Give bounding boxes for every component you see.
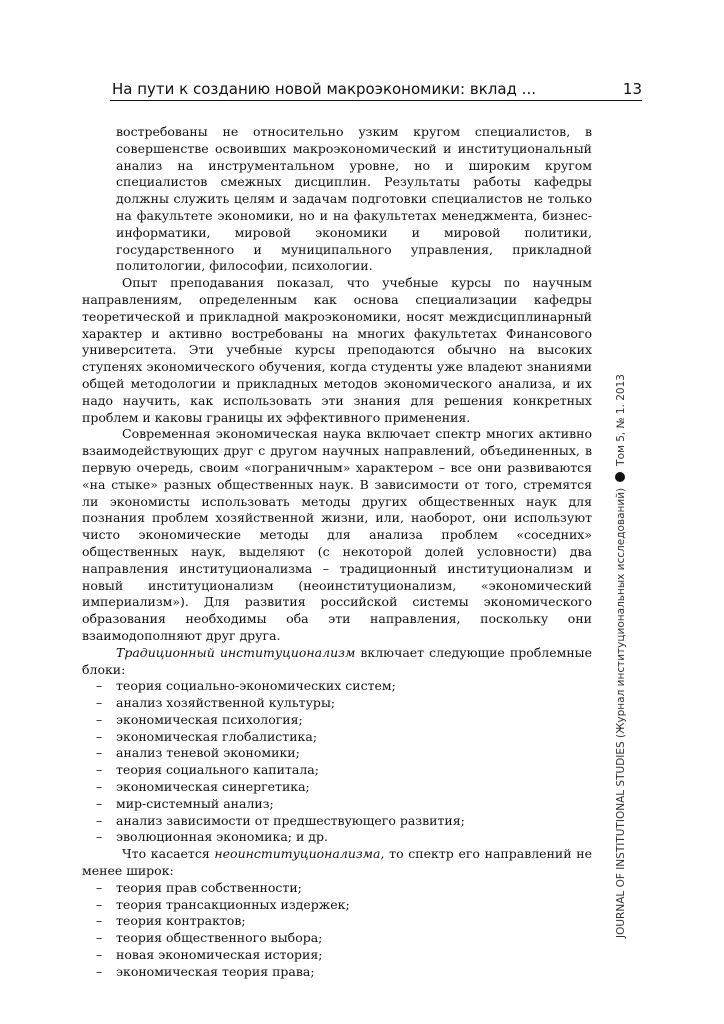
- neo-rest: , то спектр его направлений не менее широк:: [82, 846, 592, 879]
- dash-marker: –: [96, 795, 103, 811]
- dash-marker: –: [96, 913, 103, 929]
- neo-topics-list: [82, 880, 592, 981]
- article-body: [82, 124, 592, 981]
- paragraph-modern-economics: Современная экономическая наука включает спектр многих активно взаимодействующих друг с другом научных направлений, объединенных, в первую очередь, своим «пограничным» характером – все они развиваются «на стыке» разных общественных наук. В зависимости от того, стремятся ли экономисты использовать методы других общественных наук для познания проблем хозяйственной жизни, или, наоборот, они используют чисто экономические методы для анализа проблем «соседних» общественных наук, выделяют (с некоторой долей условности) два направления институционализма – традиционный институционализм и новый институционализм (неоинституционализм, «экономический империализм»). Для развития российской системы экономического образования необходимы оба эти направления, поскольку они взаимодополняют друг друга.: [82, 426, 592, 643]
- volume-info: Том 5, № 1. 2013: [615, 374, 627, 466]
- list-item: – экономическая глобалистика;: [96, 728, 318, 744]
- dash-marker: –: [96, 711, 103, 727]
- paragraph-neo-intro: [82, 846, 592, 880]
- list-item: – теория общественного выбора;: [96, 930, 323, 946]
- neo-prefix: Что касается: [122, 846, 215, 862]
- dash-marker: –: [96, 963, 103, 979]
- dash-marker: –: [96, 930, 103, 946]
- paragraph-continued: востребованы не относительно узким кругом специалистов, в совершенстве освоивших макроэкономический и институциональный анализ на инструментальном уровне, но и широким кругом специалистов смежных дисциплин. Результаты работы кафедры должны служить целям и задачам подготовки специалистов не только на факультете экономики, но и на факультетах менеджмента, бизнес-информатики, мировой экономики и мировой политики, государственного и муниципального управления, прикладной политологии, философии, психологии.: [116, 124, 592, 274]
- dash-marker: –: [96, 695, 103, 711]
- traditional-topics-list: [82, 678, 592, 846]
- dash-marker: –: [96, 896, 103, 912]
- header-divider: [110, 100, 642, 101]
- list-item: – теория социально-экономических систем;: [96, 678, 396, 694]
- dash-marker: –: [96, 745, 103, 761]
- list-item: – экономическая психология;: [96, 711, 303, 727]
- dash-marker: –: [96, 829, 103, 845]
- journal-name: JOURNAL OF INSTITUTIONAL STUDIES (Журнал институциональных исследований): [615, 487, 627, 938]
- dash-marker: –: [96, 879, 103, 895]
- list-item: – экономическая синергетика;: [96, 779, 310, 795]
- list-item: – мир-системный анализ;: [96, 795, 274, 811]
- traditional-term: Традиционный институционализм: [116, 644, 356, 660]
- running-header-title: На пути к созданию новой макроэкономики: вклад ...: [112, 80, 536, 98]
- bullet-dot-icon: [615, 472, 625, 482]
- neo-term: неоинституционализма: [214, 846, 381, 862]
- dash-marker: –: [96, 728, 103, 744]
- journal-sidebar: [612, 374, 630, 938]
- list-item: – теория контрактов;: [96, 913, 246, 929]
- dash-marker: –: [96, 762, 103, 778]
- page-number: 13: [622, 80, 642, 98]
- dash-marker: –: [96, 678, 103, 694]
- paragraph-traditional-intro: [82, 645, 592, 679]
- list-item: – эволюционная экономика; и др.: [96, 829, 328, 845]
- list-item: – анализ хозяйственной культуры;: [96, 695, 336, 711]
- list-item: – теория прав собственности;: [96, 879, 302, 895]
- dash-marker: –: [96, 779, 103, 795]
- dash-marker: –: [96, 947, 103, 963]
- traditional-rest: включает следующие проблемные блоки:: [82, 644, 592, 677]
- list-item: – анализ зависимости от предшествующего развития;: [96, 812, 465, 828]
- list-item: – экономическая теория права;: [96, 963, 315, 979]
- list-item: – анализ теневой экономики;: [96, 745, 300, 761]
- list-item: – новая экономическая история;: [96, 947, 323, 963]
- dash-marker: –: [96, 812, 103, 828]
- list-item: – теория трансакционных издержек;: [96, 896, 350, 912]
- paragraph-teaching-experience: Опыт преподавания показал, что учебные курсы по научным направлениям, определенным как основа специализации кафедры теоретической и прикладной макроэкономики, носят междисциплинарный характер и активно востребованы на многих факультетах Финансового университета. Эти учебные курсы преподаются обычно на высоких ступенях экономического обучения, когда студенты уже владеют знаниями общей методологии и прикладных методов экономического анализа, и их надо научить, как использовать эти знания для решения конкретных проблем и каковы границы их эффективного применения.: [82, 275, 592, 425]
- list-item: – теория социального капитала;: [96, 762, 319, 778]
